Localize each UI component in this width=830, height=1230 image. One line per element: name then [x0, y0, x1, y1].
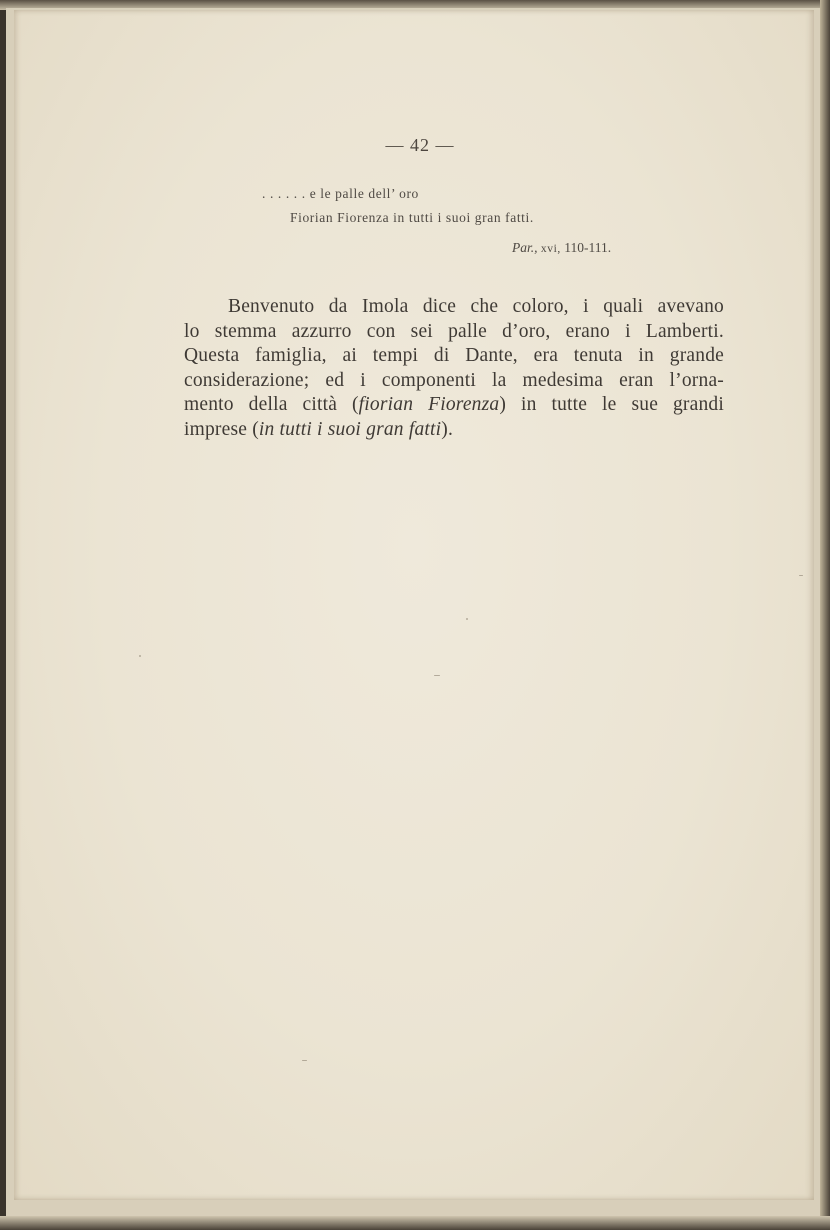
body-line [184, 418, 724, 443]
epigraph-reference [512, 240, 611, 256]
body-line: Benvenuto da Imola dice che coloro, i quali avevano [228, 296, 724, 317]
body-line: Questa famiglia, ai tempi di Dante, era tenuta in grande [184, 345, 724, 367]
page-number: — 42 — [385, 135, 455, 155]
paper-speck [302, 1060, 307, 1061]
italic-quote: fiorian Fiorenza [358, 394, 500, 416]
body-text-segment: ). [441, 418, 454, 440]
book-bottom-edge [0, 1216, 830, 1230]
body-line: considerazione; ed i componenti la medesima eran l’orna- [184, 369, 724, 391]
italic-quote: in tutti i suoi gran fatti [258, 418, 442, 440]
paper-speck [434, 675, 440, 676]
body-text-segment: mento della città ( [184, 394, 359, 416]
reference-canto: xvi, [540, 243, 561, 255]
page-sheet [14, 10, 814, 1200]
body-text-segment: ) in tutte le sue grandi [499, 394, 724, 416]
body-paragraph [184, 295, 724, 443]
body-text-segment: imprese ( [184, 418, 259, 440]
body-line: lo stemma azzurro con sei palle d’oro, erano i Lamberti. [184, 320, 724, 342]
reference-verses: 110-111. [564, 240, 612, 255]
epigraph-line-2: Fiorian Fiorenza in tutti i suoi gran fatti. [290, 210, 534, 225]
paper-speck [466, 618, 468, 620]
reference-book: Par., [512, 240, 538, 255]
paper-speck [139, 655, 141, 657]
paper-speck [799, 575, 803, 576]
epigraph-line-1: . . . . . . e le palle dell’ oro [262, 186, 419, 201]
body-line [184, 393, 724, 418]
book-right-edge [820, 0, 830, 1230]
